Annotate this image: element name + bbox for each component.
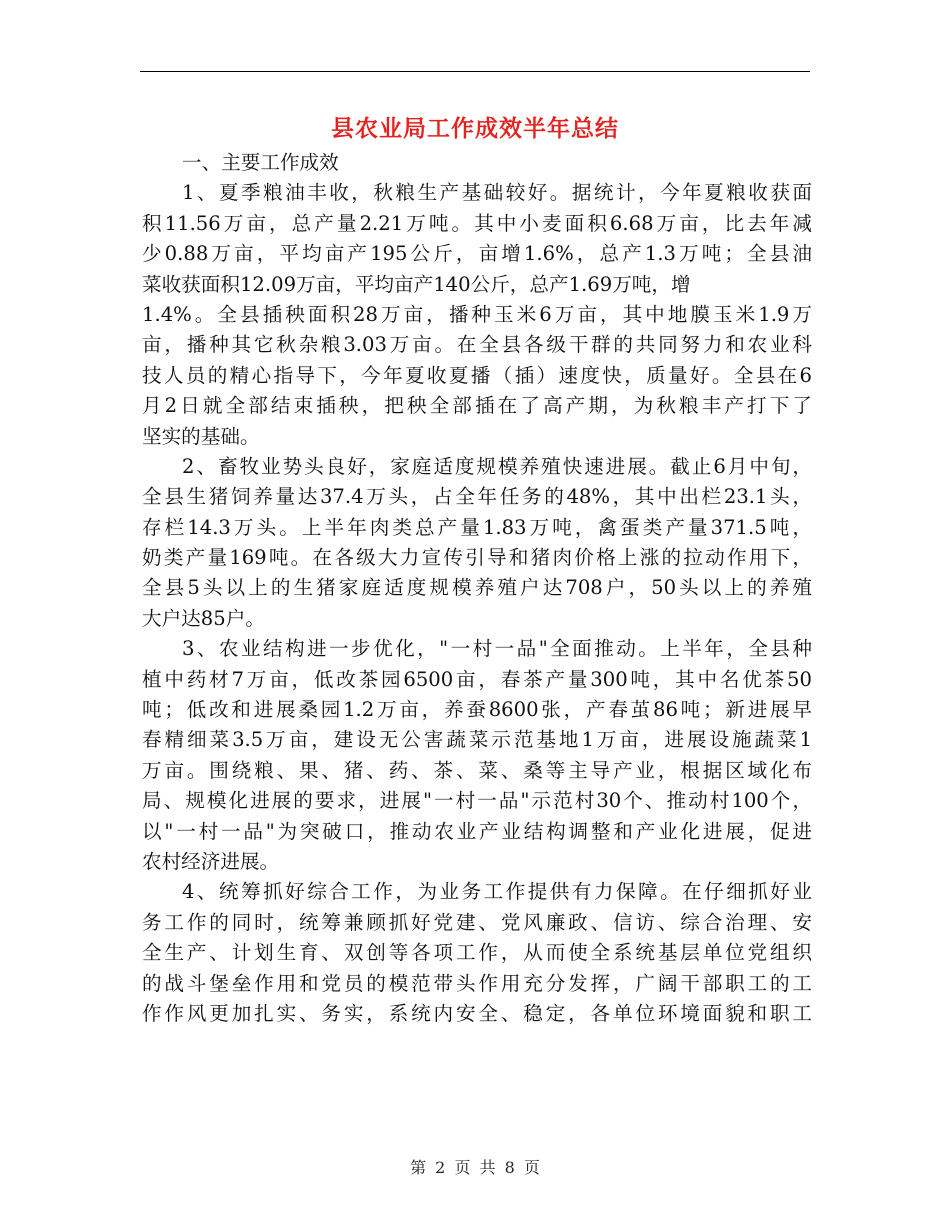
text-line: 月2日就全部结束插秧，把秧全部插在了高产期，为秋粮丰产打下了 xyxy=(142,394,812,418)
text-line: 农村经济进展。 xyxy=(142,849,280,873)
header-rule xyxy=(140,71,810,72)
text-line: 少0.88万亩，平均亩产195公斤，亩增1.6%，总产1.3万吨；全县油 xyxy=(142,242,812,266)
text-line: 一、主要工作成效 xyxy=(182,151,339,174)
text-line: 务工作的同时，统筹兼顾抓好党建、党风廉政、信访、综合治理、安 xyxy=(142,910,812,934)
text-line: 存栏14.3万头。上半年肉类总产量1.83万吨，禽蛋类产量371.5吨， xyxy=(142,515,812,539)
text-line: 以"一村一品"为突破口，推动农业产业结构调整和产业化进展，促进 xyxy=(142,819,812,843)
text-line: 植中药材7万亩，低改茶园6500亩，春茶产量300吨，其中名优茶50 xyxy=(142,667,812,691)
text-line: 的战斗堡垒作用和党员的模范带头作用充分发挥，广阔干部职工的工 xyxy=(142,971,812,995)
text-line: 2、畜牧业势头良好，家庭适度规模养殖快速进展。截止6月中旬， xyxy=(182,454,812,478)
text-line: 全县5头以上的生猪家庭适度规模养殖户达708户，50头以上的养殖 xyxy=(142,576,812,600)
text-line: 大户达85户。 xyxy=(142,606,265,630)
page-number: 第 2 页 共 8 页 xyxy=(410,1158,540,1177)
text-line: 奶类产量169吨。在各级大力宣传引导和猪肉价格上涨的拉动作用下， xyxy=(142,546,812,570)
document-body xyxy=(142,148,812,1029)
text-line: 技人员的精心指导下，今年夏收夏播（插）速度快，质量好。全县在6 xyxy=(142,363,812,387)
text-line: 4、统筹抓好综合工作，为业务工作提供有力保障。在仔细抓好业 xyxy=(182,880,812,904)
text-line: 1.4%。全县插秧面积28万亩，播种玉米6万亩，其中地膜玉米1.9万 xyxy=(142,302,812,326)
text-line: 局、规模化进展的要求，进展"一村一品"示范村30个、推动村100个， xyxy=(142,789,812,813)
text-line: 作作风更加扎实、务实，系统内安全、稳定，各单位环境面貌和职工 xyxy=(142,1001,812,1025)
text-line: 积11.56万亩，总产量2.21万吨。其中小麦面积6.68万亩，比去年减 xyxy=(142,211,812,235)
text-line: 春精细菜3.5万亩，建设无公害蔬菜示范基地1万亩，进展设施蔬菜1 xyxy=(142,728,812,752)
text-line: 1、夏季粮油丰收，秋粮生产基础较好。据统计，今年夏粮收获面 xyxy=(182,181,812,205)
text-line: 菜收获面积12.09万亩，平均亩产140公斤，总产1.69万吨，增 xyxy=(142,272,691,296)
text-line: 全生产、计划生育、双创等各项工作，从而使全系统基层单位党组织 xyxy=(142,941,812,965)
text-line: 万亩。围绕粮、果、猪、药、茶、菜、桑等主导产业，根据区域化布 xyxy=(142,758,812,782)
text-line: 吨；低改和进展桑园1.2万亩，养蚕8600张，产春茧86吨；新进展早 xyxy=(142,698,812,722)
document-title: 县农业局工作成效半年总结 xyxy=(331,116,619,142)
text-line: 3、农业结构进一步优化，"一村一品"全面推动。上半年，全县种 xyxy=(182,637,812,661)
text-line: 坚实的基础。 xyxy=(142,424,260,448)
text-line: 全县生猪饲养量达37.4万头，占全年任务的48%，其中出栏23.1头， xyxy=(142,485,812,509)
text-line: 亩，播种其它秋杂粮3.03万亩。在全县各级干群的共同努力和农业科 xyxy=(142,333,812,357)
